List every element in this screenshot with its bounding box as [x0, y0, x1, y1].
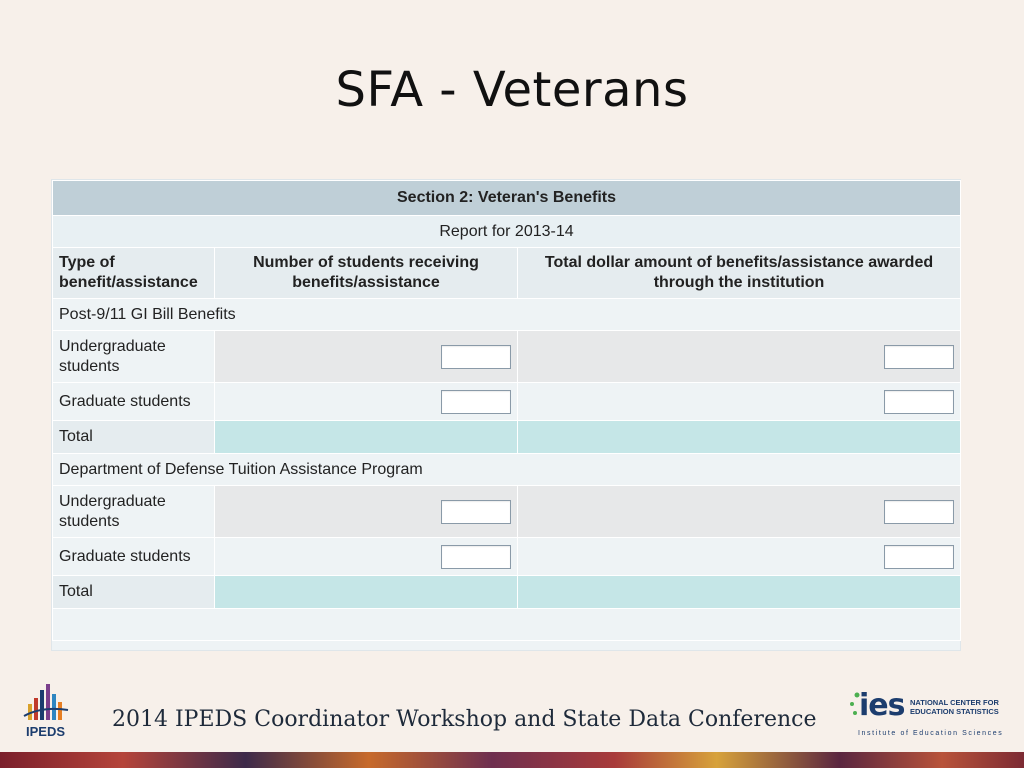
total-amount-cell	[518, 576, 961, 609]
group-row-dod-tuition	[53, 454, 961, 486]
total-number-cell	[215, 576, 518, 609]
dod-undergrad-number-input[interactable]	[441, 500, 511, 524]
number-cell	[215, 538, 518, 576]
amount-cell	[518, 486, 961, 538]
column-header-row	[53, 248, 961, 299]
group-label: Department of Defense Tuition Assistance Program	[53, 454, 961, 486]
veterans-benefits-form	[51, 179, 961, 651]
benefits-table	[52, 180, 961, 641]
amount-cell	[518, 538, 961, 576]
header-number-line1: Number of students receiving	[253, 254, 479, 271]
header-amount-line2: through the institution	[653, 274, 825, 291]
table-row	[53, 538, 961, 576]
header-type-line2: benefit/assistance	[59, 274, 198, 291]
conference-title: 2014 IPEDS Coordinator Workshop and State Data Conference	[112, 707, 817, 732]
amount-cell	[518, 331, 961, 383]
total-amount-cell	[518, 421, 961, 454]
table-row	[53, 383, 961, 421]
header-number-line2: benefits/assistance	[292, 274, 440, 291]
total-row	[53, 576, 961, 609]
total-number-cell	[215, 421, 518, 454]
row-label-line2: students	[59, 357, 120, 375]
header-type	[53, 248, 215, 299]
table-row	[53, 331, 961, 383]
header-type-line1: Type of	[59, 254, 115, 271]
ies-logo	[848, 686, 1008, 742]
row-label	[53, 486, 215, 538]
dod-undergrad-amount-input[interactable]	[884, 500, 954, 524]
row-label: Graduate students	[53, 383, 215, 421]
report-row	[53, 216, 961, 248]
row-label-line1: Undergraduate	[59, 492, 166, 510]
row-label-line2: students	[59, 512, 120, 530]
ipeds-bars-icon	[22, 680, 80, 740]
ies-wordmark: ies	[859, 688, 905, 723]
ies-tagline: Institute of Education Sciences	[858, 730, 1004, 737]
ipeds-logo	[22, 680, 80, 740]
ies-subtitle-2: EDUCATION STATISTICS	[910, 707, 999, 716]
amount-cell	[518, 383, 961, 421]
total-label: Total	[53, 421, 215, 454]
report-label: Report for 2013-14	[53, 216, 961, 248]
gi-undergrad-number-input[interactable]	[441, 345, 511, 369]
group-row-gi-bill	[53, 299, 961, 331]
total-row	[53, 421, 961, 454]
number-cell	[215, 486, 518, 538]
group-label: Post-9/11 GI Bill Benefits	[53, 299, 961, 331]
table-row	[53, 486, 961, 538]
gi-undergrad-amount-input[interactable]	[884, 345, 954, 369]
number-cell	[215, 331, 518, 383]
number-cell	[215, 383, 518, 421]
dod-grad-amount-input[interactable]	[884, 545, 954, 569]
section-title: Section 2: Veteran's Benefits	[53, 181, 961, 216]
row-label-line1: Undergraduate	[59, 337, 166, 355]
gi-grad-number-input[interactable]	[441, 390, 511, 414]
spacer-cell	[53, 609, 961, 641]
ipeds-logo-text: IPEDS	[26, 724, 66, 739]
section-header-row	[53, 181, 961, 216]
row-label	[53, 331, 215, 383]
ies-subtitle-1: NATIONAL CENTER FOR	[910, 698, 999, 707]
header-number	[215, 248, 518, 299]
slide-title: SFA - Veterans	[335, 62, 689, 118]
decorative-bottom-band	[0, 752, 1024, 768]
header-amount-line1: Total dollar amount of benefits/assistance awarded	[544, 254, 934, 271]
spacer-row	[53, 609, 961, 641]
total-label: Total	[53, 576, 215, 609]
header-amount	[518, 248, 961, 299]
gi-grad-amount-input[interactable]	[884, 390, 954, 414]
dod-grad-number-input[interactable]	[441, 545, 511, 569]
row-label: Graduate students	[53, 538, 215, 576]
